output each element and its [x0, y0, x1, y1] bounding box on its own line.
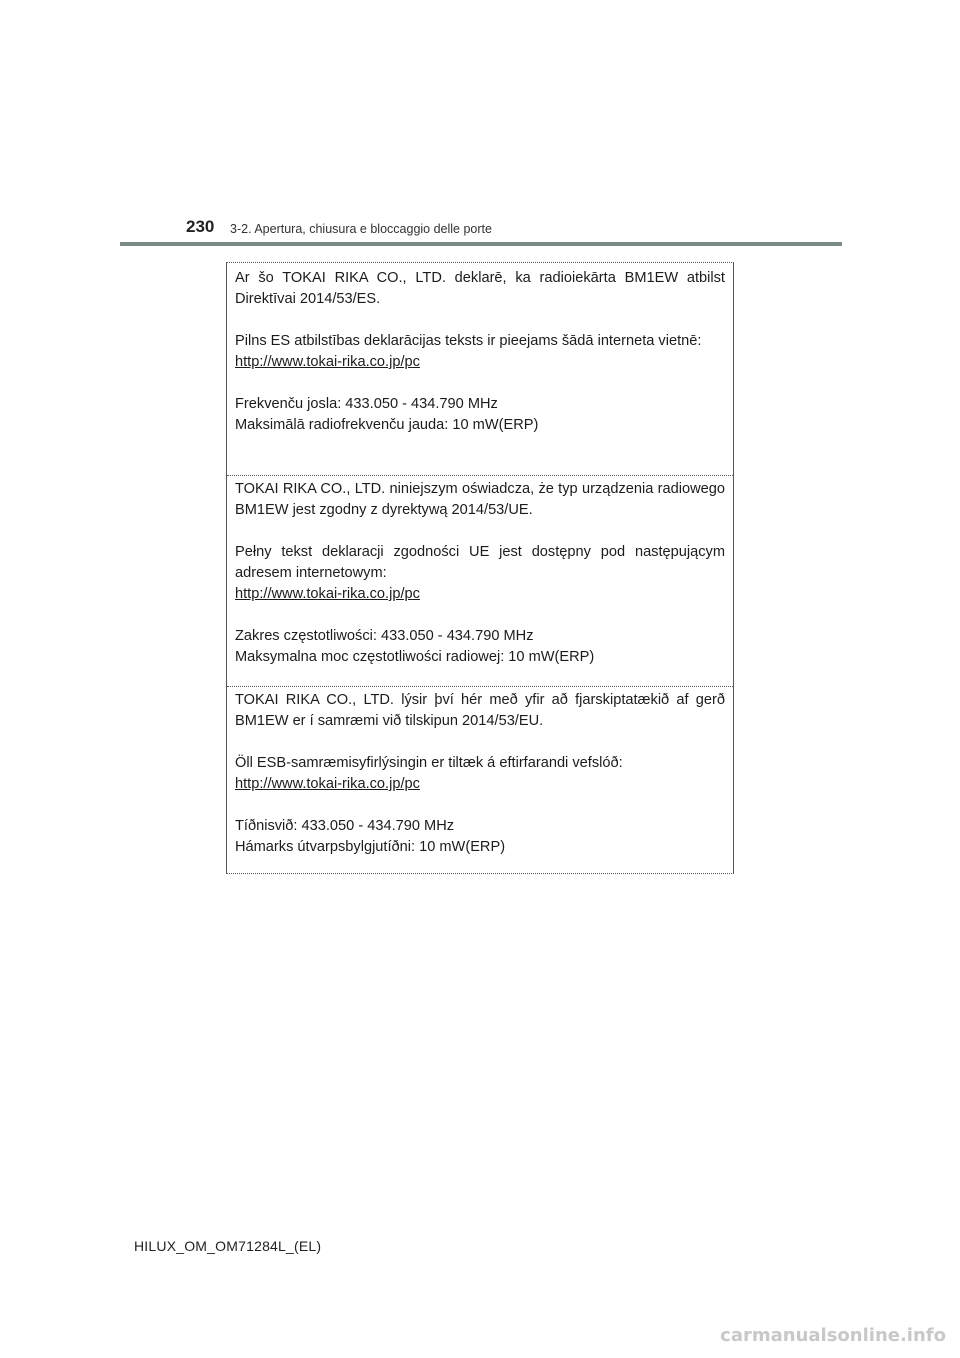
block-divider — [227, 686, 733, 687]
max-power: Maksymalna moc częstotliwości radiowej: 10 mW(ERP) — [235, 649, 595, 665]
max-power: Maksimālā radiofrekvenču jauda: 10 mW(ERP) — [235, 417, 539, 433]
block-divider — [227, 475, 733, 476]
declaration-block-latvian — [227, 268, 733, 436]
declaration-link[interactable]: http://www.tokai-rika.co.jp/pc — [235, 586, 420, 602]
declaration-block-icelandic — [227, 690, 733, 858]
declaration-link[interactable]: http://www.tokai-rika.co.jp/pc — [235, 776, 420, 792]
declaration-statement: TOKAI RIKA CO., LTD. lýsir því hér með yfir að fjarskiptatækið af gerð BM1EW er í samræmi við tilskipun 2014/53/EU. — [235, 692, 725, 729]
declaration-link[interactable]: http://www.tokai-rika.co.jp/pc — [235, 354, 420, 370]
frequency-band: Tíðnisvið: 433.050 - 434.790 MHz — [235, 818, 455, 834]
declaration-availability: Pełny tekst deklaracji zgodności UE jest dostępny pod następującym adresem internetowym: — [235, 544, 725, 581]
page-number: 230 — [186, 217, 215, 236]
frequency-band: Frekvenču josla: 433.050 - 434.790 MHz — [235, 396, 498, 412]
header-rule — [120, 242, 842, 246]
document-code: HILUX_OM_OM71284L_(EL) — [134, 1238, 322, 1254]
declaration-availability: Pilns ES atbilstības deklarācijas teksts ir pieejams šādā interneta vietnē: — [235, 333, 702, 349]
section-title: 3-2. Apertura, chiusura e bloccaggio delle porte — [230, 222, 492, 236]
declaration-statement: Ar šo TOKAI RIKA CO., LTD. deklarē, ka radioiekārta BM1EW atbilst Direktīvai 2014/53/ES. — [235, 270, 725, 307]
declaration-block-polish — [227, 479, 733, 668]
page-header — [0, 0, 960, 250]
max-power: Hámarks útvarpsbylgjutíðni: 10 mW(ERP) — [235, 839, 506, 855]
declaration-box — [226, 262, 734, 874]
frequency-band: Zakres częstotliwości: 433.050 - 434.790 MHz — [235, 628, 534, 644]
watermark: carmanualsonline.info — [720, 1325, 946, 1346]
declaration-statement: TOKAI RIKA CO., LTD. niniejszym oświadcza, że typ urządzenia radiowego BM1EW jest zgodny z dyrektywą 2014/53/UE. — [235, 481, 725, 518]
declaration-availability: Öll ESB-samræmisyfirlýsingin er tiltæk á eftirfarandi vefslóð: — [235, 755, 623, 771]
